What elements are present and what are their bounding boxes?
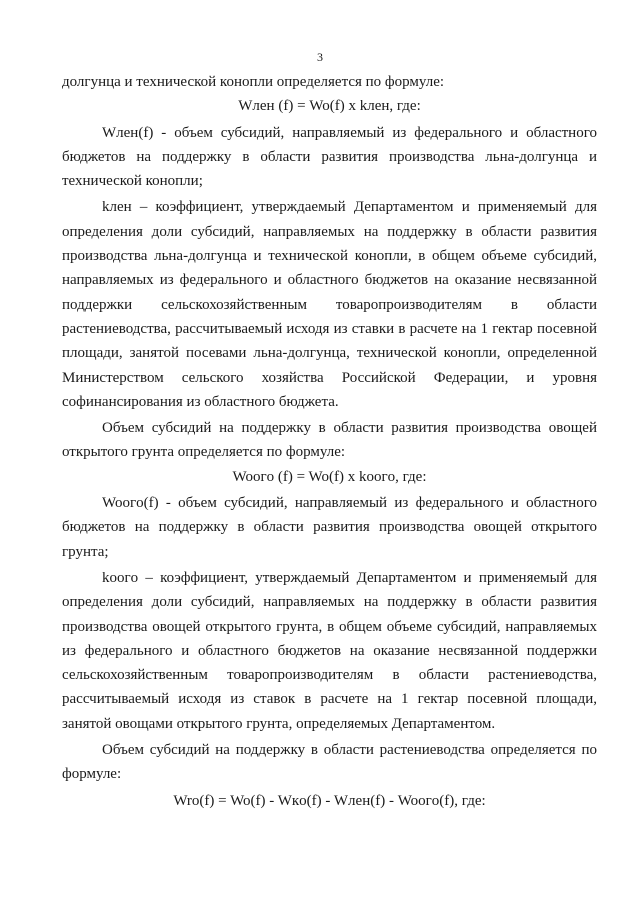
formula-vegetables: Wooгo (f) = Wo(f) x kooгo, где: [232,468,427,485]
paragraph-vegetables-intro: Объем субсидий на поддержку в области развития производства овощей открытого грунта определяется по формуле: [62,420,597,461]
formula-crop: Wro(f) = Wo(f) - Wкo(f) - Wлен(f) - Wooгo(f), где: [173,792,486,809]
paragraph-wooго-definition: Wooгo(f) - объем субсидий, направляемый из федерального и областного бюджетов на поддержку в области развития производства овощей открытого грунта; [62,495,597,560]
document-body [62,70,597,813]
paragraph-intro-line: долгунца и технической конопли определяется по формуле: [62,74,445,90]
paragraph-kooго-definition: kooгo – коэффициент, утверждаемый Департаментом и применяемый для определения доли субсидий, направляемых на поддержку в области развития производства овощей открытого грунта, в общем объеме субсидий, направляемых из федерального и областного бюджетов на оказание несвязанной поддержки сельскохозяйственным товаропроизводителям в области растениеводства, рассчитываемый исходя из ставок в расчете на 1 гектар посевной площади, занятой овощами открытого грунта, определяемых Департаментом. [62,569,597,732]
paragraph-klen-definition: kлен – коэффициент, утверждаемый Департаментом и применяемый для определения доли субсидий, направляемых на поддержку в области развития производства льна-долгунца и технической конопли, в общем объеме субсидий, направляемых из федерального и областного бюджетов на оказание несвязанной поддержки сельскохозяйственным товаропроизводителям в области растениеводства, рассчитываемый исходя из ставки в расчете на 1 гектар посевной площади, занятой посевами льна-долгунца, технической конопли, определенной Министерством сельского хозяйства Российской Федерации, и уровня софинансирования из областного бюджета. [62,199,597,410]
page-number: 3 [317,50,323,64]
formula-len: Wлен (f) = Wo(f) x kлен, где: [238,98,421,115]
paragraph-wlen-definition: Wлен(f) - объем субсидий, направляемый из федерального и областного бюджетов на поддержку в области развития производства льна-долгунца и технической конопли; [62,124,597,190]
paragraph-crop-intro: Объем субсидий на поддержку в области растениеводства определяется по формуле: [62,742,597,783]
